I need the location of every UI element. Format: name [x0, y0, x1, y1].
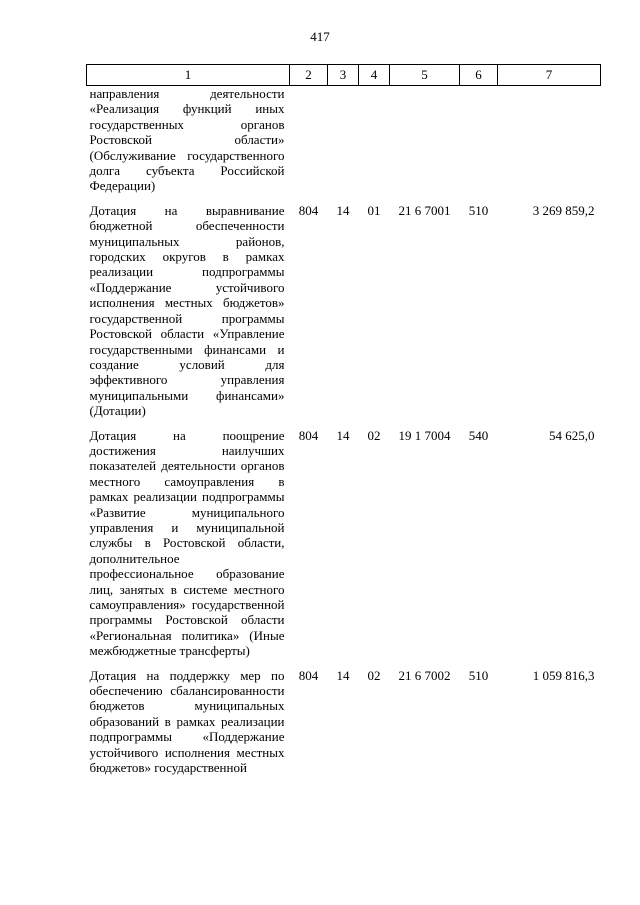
cell-col6	[460, 86, 498, 194]
row-description: Дотация на поощрение достижения наилучших показателей деятельности органов местного самоуправления в рамках реализации подпрограммы «Развитие муниципального управления и муниципальной службы в Ростовской области, дополнительное профессиональное образование лиц, занятых в системе местного самоуправления» государственной программы Ростовской области «Региональная политика» (Иные межбюджетные трансферты)	[89, 427, 285, 659]
cell-amount: 54 625,0	[549, 427, 595, 443]
cell-col2: 804	[298, 427, 319, 443]
column-header: 4	[359, 65, 390, 86]
table-row	[87, 419, 601, 659]
cell-col2: 804	[298, 202, 319, 218]
row-description: Дотация на поддержку мер по обеспечению сбалансированности бюджетов муниципальных образований в рамках реализации подпрограммы «Поддержание устойчивого исполнения местных бюджетов» государственной	[89, 667, 285, 776]
cell-col5: 19 1 7004	[398, 427, 451, 443]
cell-col4	[359, 86, 390, 194]
cell-col4: 01	[367, 202, 381, 218]
table-header	[87, 65, 601, 86]
column-header: 5	[390, 65, 460, 86]
cell-col5: 21 6 7002	[398, 667, 451, 683]
table-row	[87, 659, 601, 776]
cell-col6: 540	[468, 427, 489, 443]
cell-col3: 14	[336, 667, 350, 683]
row-description: Дотация на выравнивание бюджетной обеспеченности муниципальных районов, городских округов в рамках реализации подпрограммы «Поддержание устойчивого исполнения местных бюджетов» государственной программы Ростовской области «Управление государственными финансами и создание условий для эффективного управления муниципальными финансами» (Дотации)	[89, 202, 285, 419]
cell-col3: 14	[336, 202, 350, 218]
cell-amount: 3 269 859,2	[532, 202, 595, 218]
column-header: 3	[328, 65, 359, 86]
cell-col4: 02	[367, 667, 381, 683]
budget-table	[86, 64, 601, 775]
cell-amount	[498, 86, 601, 194]
cell-col2	[290, 86, 328, 194]
page-number: 417	[310, 29, 330, 44]
cell-col2: 804	[298, 667, 319, 683]
cell-col3	[328, 86, 359, 194]
column-header: 6	[460, 65, 498, 86]
column-header: 7	[498, 65, 601, 86]
cell-col6: 510	[468, 667, 489, 683]
cell-col3: 14	[336, 427, 350, 443]
column-header: 2	[290, 65, 328, 86]
table-row	[87, 86, 601, 194]
row-description: направления деятельности «Реализация функций иных государственных органов Ростовской области» (Обслуживание государственного долга субъекта Российской Федерации)	[89, 86, 285, 194]
column-header: 1	[87, 65, 290, 86]
cell-col5	[390, 86, 460, 194]
cell-amount: 1 059 816,3	[532, 667, 595, 683]
cell-col5: 21 6 7001	[398, 202, 451, 218]
cell-col6: 510	[468, 202, 489, 218]
table-row	[87, 194, 601, 419]
cell-col4: 02	[367, 427, 381, 443]
